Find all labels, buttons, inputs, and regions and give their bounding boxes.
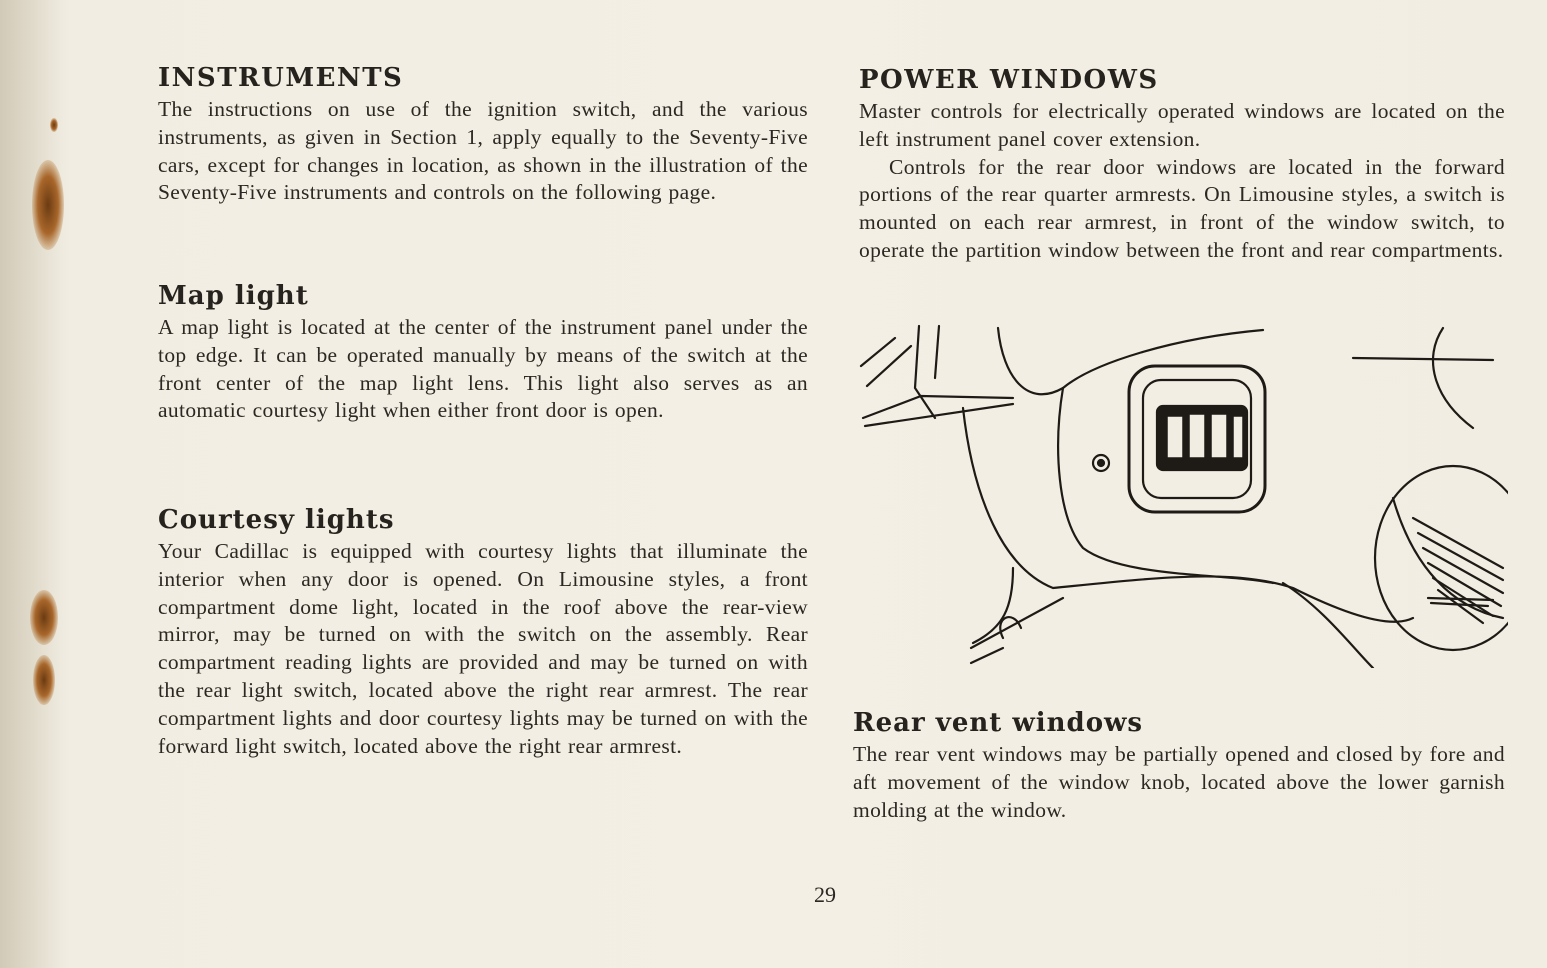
map-light-heading: Map light xyxy=(158,281,309,311)
rust-stain xyxy=(30,590,58,645)
courtesy-lights-section xyxy=(158,502,808,760)
map-light-section xyxy=(158,278,808,425)
armrest-window-switch-illustration xyxy=(853,318,1508,668)
map-light-body: A map light is located at the center of the instrument panel under the top edge. It can be operated manually by means of the switch at the front center of the map light lens. This light also serves as an automatic courtesy light when either front door is open. xyxy=(158,315,808,423)
courtesy-lights-heading: Courtesy lights xyxy=(158,505,395,535)
courtesy-lights-body: Your Cadillac is equipped with courtesy lights that illuminate the interior when any door is opened. On Limousine styles, a front compartment dome light, located in the roof above the rear-view mirror, may be turned on with the switch on the assembly. Rear compartment reading lights are provided and may be turned on with the rear light switch, located above the right rear armrest. The rear compartment lights and door courtesy lights may be turned on with the forward light switch, located above the right rear armrest. xyxy=(158,539,808,758)
power-windows-heading: POWER WINDOWS xyxy=(859,65,1159,95)
power-windows-section xyxy=(853,62,1505,265)
power-windows-body-1: Master controls for electrically operated windows are located on the left instrument panel cover extension. xyxy=(859,99,1505,151)
power-windows-body-2: Controls for the rear door windows are located in the forward portions of the rear quarter armrests. On Limousine styles, a switch is mounted on each rear armrest, in front of the window switch, to operate the partition window between the front and rear compartments. xyxy=(859,154,1505,262)
spine-shadow xyxy=(0,0,70,968)
rust-stain xyxy=(32,160,64,250)
page-number: 29 xyxy=(814,882,836,907)
rust-stain xyxy=(50,118,58,132)
rear-vent-windows-heading: Rear vent windows xyxy=(853,708,1144,738)
instruments-body: The instructions on use of the ignition switch, and the various instruments, as given in Section 1, apply equally to the Seventy-Five cars, except for changes in location, as shown in the illustration of the Seventy-Five instruments and controls on the following page. xyxy=(158,97,808,205)
instruments-heading: INSTRUMENTS xyxy=(158,63,404,93)
rear-vent-windows-body: The rear vent windows may be partially opened and closed by fore and aft movement of the window knob, located above the lower garnish molding at the window. xyxy=(853,742,1505,822)
instruments-section xyxy=(158,60,808,207)
rear-vent-windows-section xyxy=(853,705,1505,824)
rust-stain xyxy=(33,655,55,705)
